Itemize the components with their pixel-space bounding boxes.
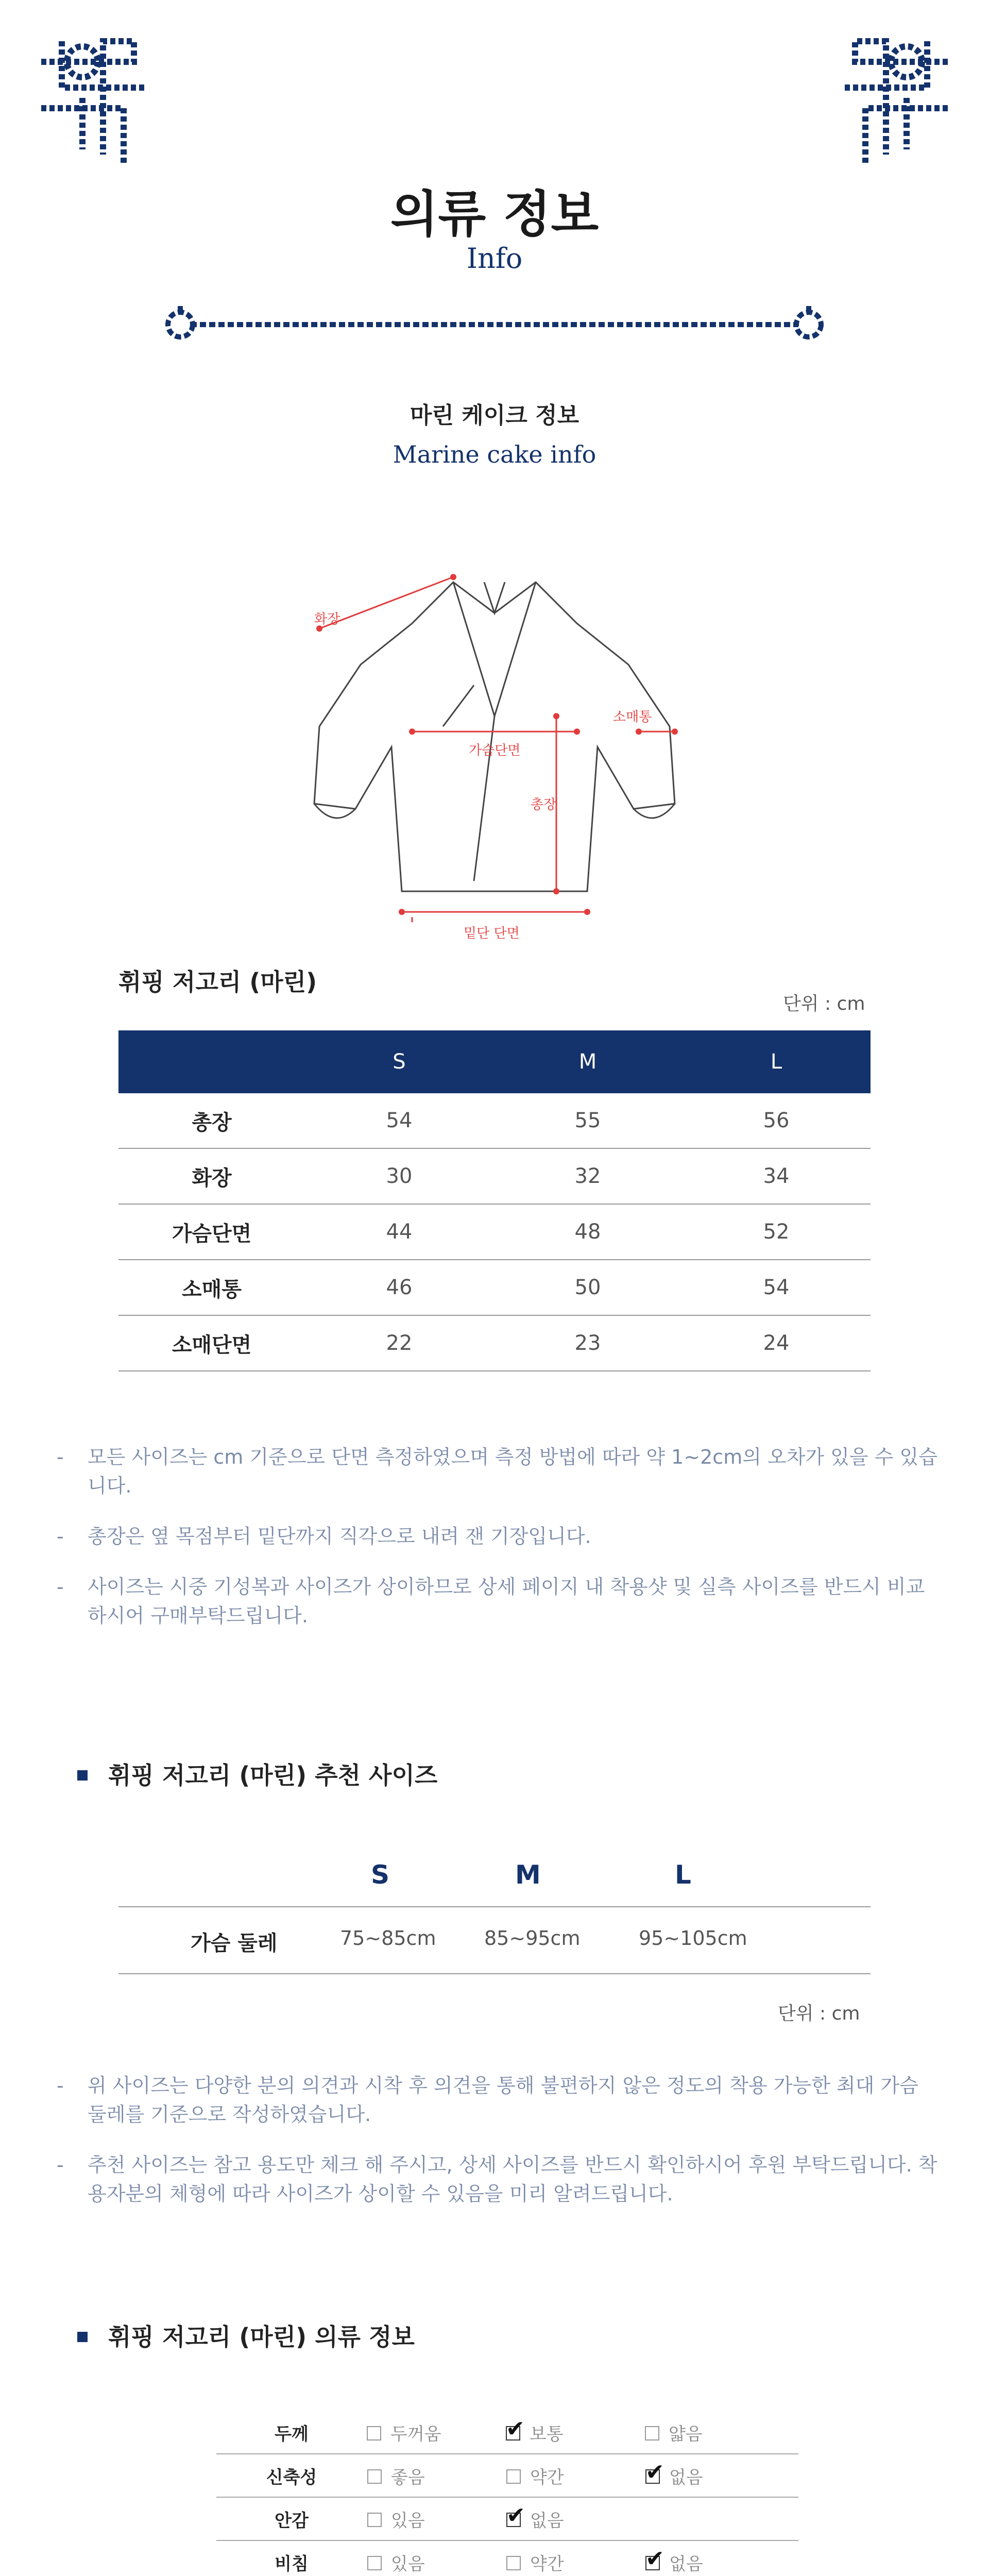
divider	[118, 1973, 871, 1974]
rec-unit-label: 단위 : cm	[778, 2003, 860, 2024]
table-row: 두께 두꺼움✔ 보통 얇음	[216, 2411, 798, 2454]
rec-value-s: 75~85cm	[340, 1927, 436, 1950]
note-item: - 모든 사이즈는 cm 기준으로 단면 측정하였으며 측정 방법에 따라 약 1~2cm의 오차가 있을 수 있습니다.	[57, 1443, 943, 1500]
note-item: - 사이즈는 시중 기성복과 사이즈가 상이하므로 상세 페이지 내 착용샷 및 실측 사이즈를 반드시 비교하시어 구매부탁드립니다.	[57, 1572, 943, 1630]
table-row: 가슴단면 44 48 52	[118, 1204, 871, 1260]
note-item: - 위 사이즈는 다양한 분의 의견과 시착 후 의견을 통해 불편하지 않은 정도의 착용 가능한 최대 가슴 둘레를 기준으로 작성하였습니다.	[57, 2071, 943, 2129]
checkbox	[367, 2469, 382, 2484]
table-row: 소매통 46 50 54	[118, 1260, 871, 1315]
divider	[118, 1906, 871, 1907]
rope-knot-right-icon	[834, 31, 958, 175]
table-row: 신축성 좋음 약간✔ 없음	[216, 2454, 798, 2497]
rec-size-m: M	[515, 1860, 541, 1890]
checkbox	[367, 2513, 382, 2527]
table-row: 안감 있음✔ 없음	[216, 2497, 798, 2540]
checkbox	[506, 2469, 521, 2484]
rec-size-l: L	[675, 1860, 691, 1890]
rec-value-m: 85~95cm	[484, 1927, 581, 1950]
size-table	[118, 1030, 871, 1371]
table-row: 비침 있음 약간✔ 없음	[216, 2540, 798, 2576]
diagram-label-sleeve-length: 화장	[314, 612, 340, 627]
page-subtitle: Info	[466, 242, 523, 275]
rec-row-label: 가슴 둘레	[191, 1931, 278, 1955]
table-row: 소매단면 22 23 24	[118, 1315, 871, 1371]
size-col-header: S	[305, 1030, 493, 1093]
size-col-header: M	[493, 1030, 682, 1093]
diagram-label-total-length: 총장	[531, 797, 557, 812]
note-item: - 총장은 옆 목점부터 밑단까지 직각으로 내려 잰 기장입니다.	[57, 1522, 943, 1551]
rec-value-l: 95~105cm	[639, 1927, 747, 1950]
checkbox-checked	[645, 2556, 660, 2570]
size-table-title: 휘핑 저고리 (마린)	[118, 968, 317, 996]
diagram-label-hem-width: 밑단 단면	[464, 926, 520, 941]
rope-divider-icon	[160, 304, 829, 345]
diagram-label-chest-width: 가슴단면	[469, 743, 521, 758]
checkbox	[367, 2556, 382, 2570]
checkbox-checked	[645, 2469, 660, 2484]
size-unit-label: 단위 : cm	[783, 993, 865, 1014]
recommend-title: 휘핑 저고리 (마린) 추천 사이즈	[77, 1757, 437, 1791]
recommend-notes	[57, 2071, 943, 2230]
checkbox-checked	[506, 2426, 520, 2441]
page-title: 의류 정보	[390, 185, 599, 243]
clothing-info-table	[216, 2411, 798, 2576]
section-heading-en: Marine cake info	[393, 440, 596, 468]
rope-knot-left-icon	[31, 31, 155, 175]
size-col-header	[118, 1030, 305, 1093]
table-row: 화장 30 32 34	[118, 1148, 871, 1204]
table-row: 총장 54 55 56	[118, 1093, 871, 1148]
checkbox	[645, 2426, 659, 2441]
garment-diagram	[258, 562, 731, 953]
size-col-header: L	[682, 1030, 871, 1093]
diagram-label-sleeve-width: 소매통	[613, 709, 652, 725]
note-item: - 추천 사이즈는 참고 용도만 체크 해 주시고, 상세 사이즈를 반드시 확인하시어 후원 부탁드립니다. 착용자분의 체형에 따라 사이즈가 상이할 수 있음을 미리 알려드립니다.	[57, 2150, 943, 2208]
info-title: 휘핑 저고리 (마린) 의류 정보	[77, 2318, 415, 2352]
checkbox	[506, 2556, 521, 2570]
checkbox-checked	[506, 2513, 521, 2527]
section-heading: 마린 케이크 정보	[410, 402, 579, 429]
size-notes	[57, 1443, 943, 1652]
rec-size-s: S	[371, 1860, 390, 1890]
checkbox	[367, 2426, 381, 2441]
